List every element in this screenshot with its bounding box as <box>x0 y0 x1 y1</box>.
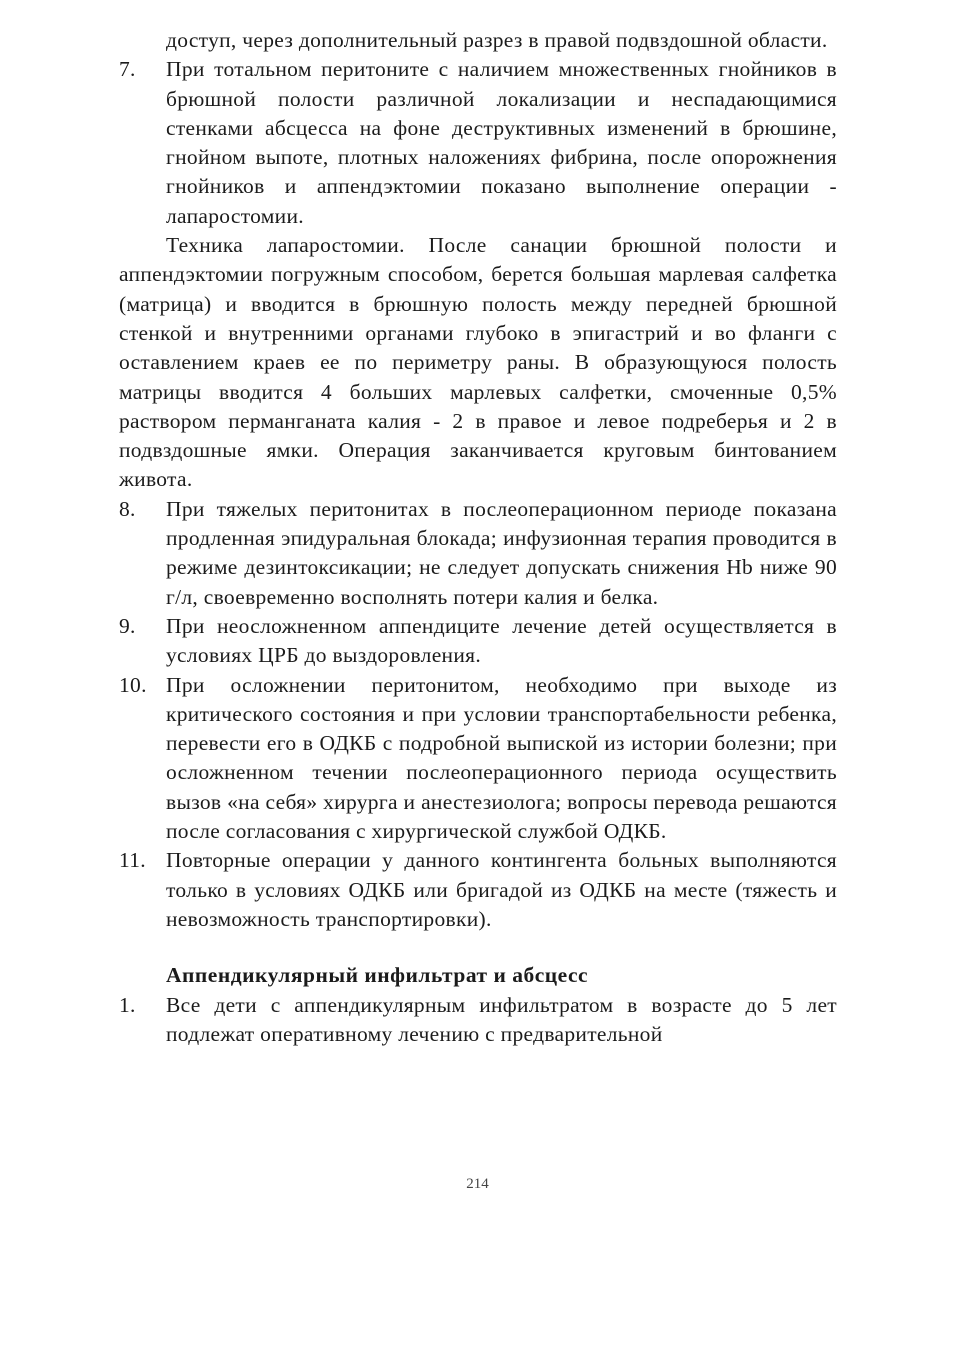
list-item <box>119 671 837 847</box>
section-heading: Аппендикулярный инфильтрат и абсцесс <box>166 963 589 988</box>
numbered-list-part1 <box>119 55 837 231</box>
technique-paragraph: Техника лапаростомии. После санации брюшной полости и аппендэктомии погружным способом, берется большая марлевая салфетка (матрица) и вводится в брюшную полость между передней брюшной стенкой и внутренними органами глубоко в эпигастрий и во фланги с оставлением краев ее по периметру раны. В образующуюся полость матрицы вводится 4 больших марлевых салфетки, смоченные 0,5% раствором перманганата калия - 2 в правое и левое подреберья и 2 в подвздошные ямки. Операция заканчивается круговым бинтованием живота. <box>119 233 837 492</box>
page-number: 214 <box>466 1176 489 1192</box>
list-item-text: При тяжелых перитонитах в послеоперационном периоде показана продленная эпидуральная блокада; инфузионная терапия проводится в режиме дезинтоксикации; не следует допускать снижения Hb ниже 90 г/л, своевременно восполнять потери калия и белка. <box>166 496 837 609</box>
list-item-number: 9. <box>119 613 136 638</box>
numbered-list-part2 <box>119 495 837 934</box>
list-item <box>119 846 837 934</box>
list-item-number: 11. <box>119 848 146 873</box>
list-item-number: 1. <box>119 992 136 1017</box>
list-item-number: 8. <box>119 496 136 521</box>
numbered-list-part3 <box>119 991 837 1050</box>
list-item-text: При осложнении перитонитом, необходимо при выходе из критического состояния и при условии транспортабельности ребенка, перевести его в ОДКБ с подробной выпиской из истории болезни; при осложненном течении послеоперационного периода осуществить вызов «на себя» хирурга и анестезиолога; вопросы перевода решаются после согласования с хирургической службой ОДКБ. <box>166 672 837 844</box>
list-item-text: Повторные операции у данного контингента больных выполняются только в условиях ОДКБ или бригадой из ОДКБ на месте (тяжесть и невозможность транспортировки). <box>166 848 837 931</box>
list-item-text: При неосложненном аппендиците лечение детей осуществляется в условиях ЦРБ до выздоровления. <box>166 613 837 668</box>
list-item <box>119 612 837 671</box>
list-item-text: При тотальном перитоните с наличием множественных гнойников в брюшной полости различной локализации и неспадающимися стенками абсцесса на фоне деструктивных изменений в брюшине, гнойном выпоте, плотных наложениях фибрина, после опорожнения гнойников и аппендэктомии показано выполнение операции - лапаростомии. <box>166 57 837 228</box>
list-item <box>119 991 837 1050</box>
document-page <box>119 26 837 1049</box>
list-item <box>119 55 837 231</box>
continuation-paragraph: доступ, через дополнительный разрез в правой подвздошной области. <box>166 28 828 52</box>
list-item-number: 10. <box>119 672 147 697</box>
list-item <box>119 495 837 612</box>
list-item-text: Все дети с аппендикулярным инфильтратом в возрасте до 5 лет подлежат оперативному лечению с предварительной <box>166 992 837 1046</box>
list-item-number: 7. <box>119 57 136 82</box>
